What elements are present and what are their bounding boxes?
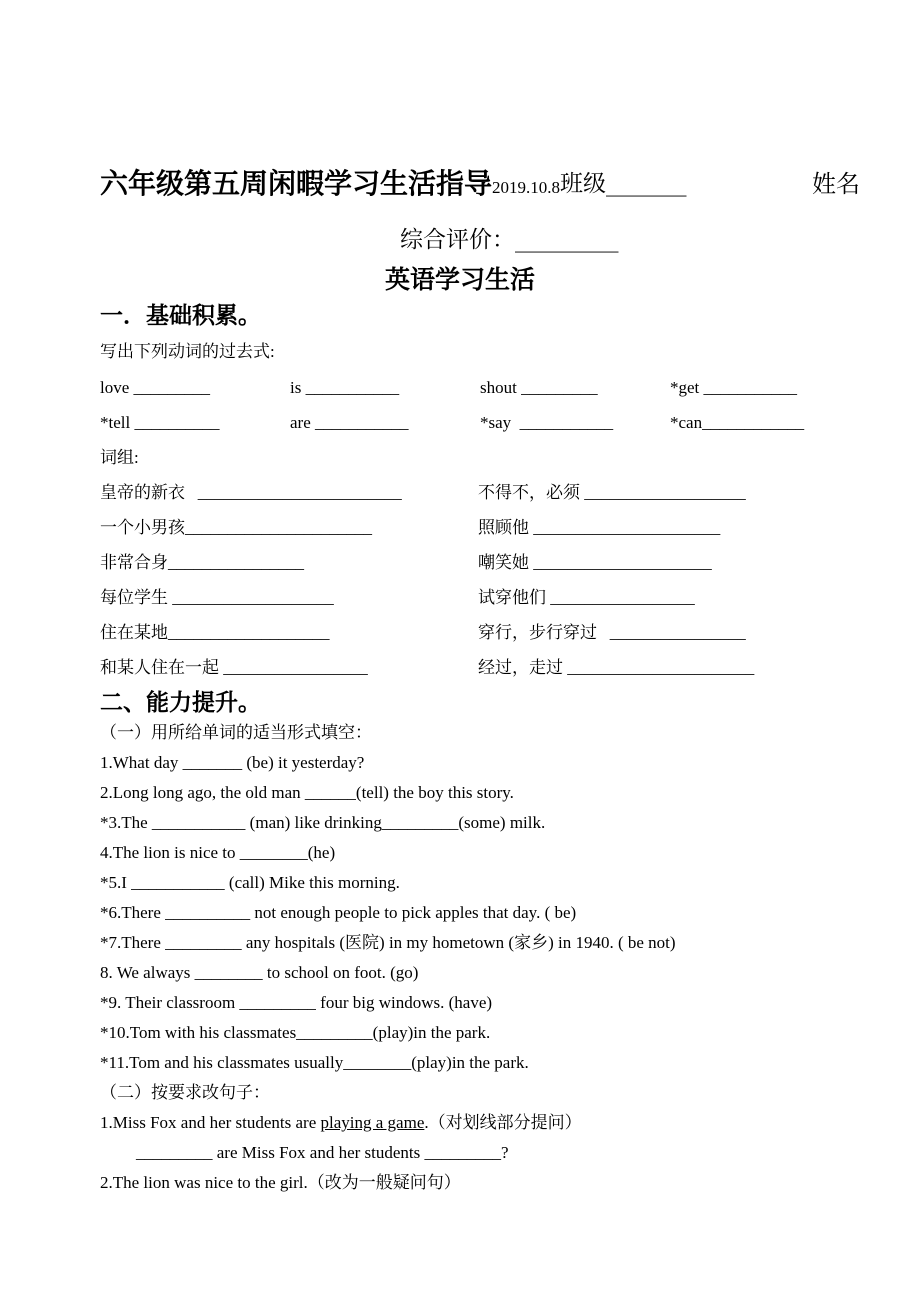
- phrase-label-row: [100, 448, 860, 483]
- verb-item: *say ___________: [480, 413, 614, 432]
- phrase-row: [100, 483, 860, 518]
- phrase-row: [100, 623, 860, 658]
- exercise-row: [100, 903, 860, 933]
- verb-item: shout _________: [480, 378, 598, 397]
- phrase-item: 一个小男孩______________________: [100, 518, 372, 537]
- exercise-row: [100, 1023, 860, 1053]
- verb-item: *can____________: [670, 413, 805, 432]
- exercise-item: *9. Their classroom _________ four big windows. (have): [100, 993, 493, 1012]
- exercise-row: [100, 843, 860, 873]
- exercise-item: *6.There __________ not enough people to pick apples that day. ( be): [100, 903, 577, 922]
- verbs-instruction: 写出下列动词的过去式:: [100, 342, 275, 361]
- phrase-item: 皇帝的新衣 ________________________: [100, 483, 402, 502]
- exercise-row: [100, 813, 860, 843]
- exercise-item: 8. We always ________ to school on foot. (go): [100, 963, 419, 982]
- part1-label-row: [100, 723, 860, 753]
- exercise-row: [100, 873, 860, 903]
- evaluation-field: 综合评价：_________: [400, 227, 619, 253]
- phrase-item: 经过，走过 ______________________: [478, 658, 755, 677]
- exercise-item: 1.What day _______ (be) it yesterday?: [100, 753, 365, 772]
- part1-label: （一）用所给单词的适当形式填空：: [100, 723, 372, 742]
- rewrite-question-2-row: [100, 1173, 860, 1203]
- verbs-instruction-row: [100, 342, 860, 378]
- exercise-item: 2.Long long ago, the old man ______(tell) the boy this story.: [100, 783, 514, 802]
- q1-suffix: .（对划线部分提问）: [424, 1113, 582, 1132]
- exercise-item: *7.There _________ any hospitals (医院) in my hometown (家乡) in 1940. ( be not): [100, 933, 676, 952]
- phrase-row: [100, 553, 860, 588]
- phrase-item: 不得不，必须 ___________________: [478, 483, 746, 502]
- part2-label: （二）按要求改句子：: [100, 1083, 270, 1102]
- exercise-row: [100, 933, 860, 963]
- verb-item: is ___________: [290, 378, 400, 397]
- section2-heading-row: [100, 688, 860, 723]
- exercise-row: [100, 783, 860, 813]
- phrase-row: [100, 518, 860, 553]
- date: 2019.10.8: [492, 178, 561, 197]
- q1-underlined: playing a game: [320, 1113, 425, 1132]
- phrase-item: 和某人住在一起 _________________: [100, 658, 368, 677]
- exercise-row: [100, 1053, 860, 1083]
- exercise-row: [100, 753, 860, 783]
- exercise-item: *10.Tom with his classmates_________(play)in the park.: [100, 1023, 491, 1042]
- rewrite-question-2: 2.The lion was nice to the girl.（改为一般疑问句）: [100, 1173, 461, 1192]
- phrase-row: [100, 658, 860, 688]
- exercise-item: 4.The lion is nice to ________(he): [100, 843, 336, 862]
- phrase-item: 非常合身________________: [100, 553, 304, 572]
- q1-prefix: 1.Miss Fox and her students are: [100, 1113, 321, 1132]
- q1-answer-row: [100, 1143, 860, 1173]
- exercise-row: [100, 963, 860, 993]
- phrase-item: 试穿他们 _________________: [478, 588, 695, 607]
- verb-row: [100, 378, 860, 413]
- phrase-item: 每位学生 ___________________: [100, 588, 334, 607]
- verb-item: love _________: [100, 378, 211, 397]
- verb-item: are ___________: [290, 413, 409, 432]
- evaluation-row: [100, 225, 860, 265]
- section2-heading: 二、能力提升。: [100, 690, 261, 716]
- phrase-item: 嘲笑她 _____________________: [478, 553, 712, 572]
- section1-heading-row: [100, 301, 860, 342]
- name-field: 姓名: [812, 170, 860, 198]
- section1-heading: 一．基础积累。: [100, 303, 261, 329]
- phrase-item: 住在某地___________________: [100, 623, 330, 642]
- header-line: [100, 167, 860, 225]
- verb-item: *get ___________: [670, 378, 798, 397]
- verb-row: [100, 413, 860, 448]
- exercise-item: *11.Tom and his classmates usually________(play)in the park.: [100, 1053, 529, 1072]
- exercise-row: [100, 993, 860, 1023]
- class-field: 班级_______: [560, 171, 687, 197]
- exercise-item: *3.The ___________ (man) like drinking_________(some) milk.: [100, 813, 546, 832]
- phrase-row: [100, 588, 860, 623]
- rewrite-question-1: [100, 1113, 860, 1143]
- subject-row: [0, 265, 920, 301]
- phrase-item: 照顾他 ______________________: [478, 518, 721, 537]
- q1-answer-line: _________ are Miss Fox and her students _________?: [136, 1143, 509, 1162]
- phrase-item: 穿行，步行穿过 ________________: [478, 623, 746, 642]
- verb-item: *tell __________: [100, 413, 220, 432]
- part2-label-row: [100, 1083, 860, 1113]
- exercise-item: *5.I ___________ (call) Mike this morning.: [100, 873, 400, 892]
- page-title: 六年级第五周闲暇学习生活指导: [100, 167, 493, 200]
- phrase-label: 词组:: [100, 448, 139, 467]
- subject-title: 英语学习生活: [384, 265, 535, 294]
